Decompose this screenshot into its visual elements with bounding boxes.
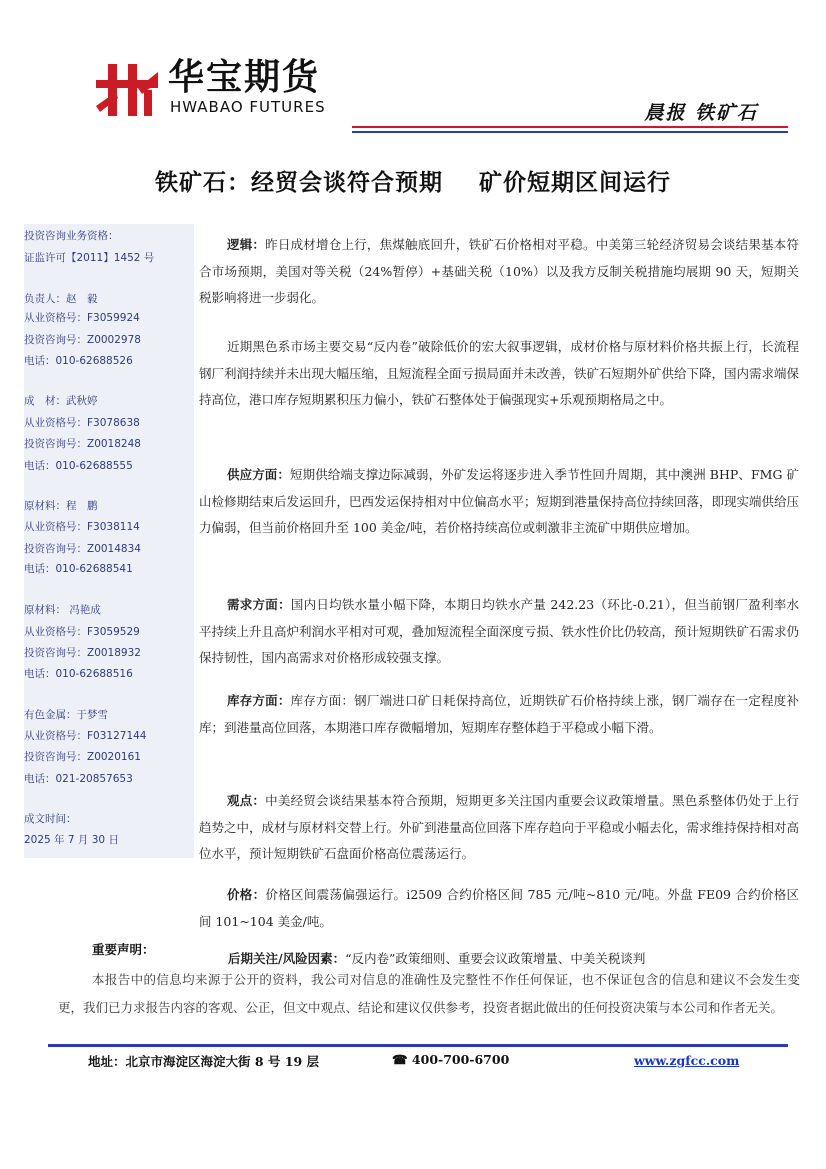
paragraph-text: 价格区间震荡偏强运行。i2509 合约价格区间 785 元/吨~810 元/吨。外盘 FE09 合约价格区间 101~104 美金/吨。 xyxy=(199,887,799,929)
analyst-practice-id: 从业资格号：F3059529 xyxy=(24,626,140,638)
disclaimer-text: 本报告中的信息均来源于公开的资料，我公司对信息的准确性及完整性不作任何保证，也不保证包含的信息和建议不会发生变更，我们已力求报告内容的客观、公正，但文中观点、结论和建议仅供参考，投资者据此做出的任何投资决策与本公司和作者无关。 xyxy=(58,972,800,1015)
paragraph-inventory xyxy=(199,688,799,741)
keyword-inventory: 库存方面： xyxy=(227,693,291,708)
logo-chinese-name: 华宝期货 xyxy=(168,57,321,98)
analyst-practice-id: 从业资格号：F3038114 xyxy=(24,521,140,533)
analyst-phone: 电话：010-62688555 xyxy=(24,460,133,472)
header-rule-blue xyxy=(352,131,788,133)
analyst-consult-id: 投资咨询号：Z0020161 xyxy=(24,751,141,763)
report-type-tag: 晨报 铁矿石 xyxy=(644,102,758,124)
analyst-practice-id: 从业资格号：F3078638 xyxy=(24,417,140,429)
logo-english-name: HWABAO FUTURES xyxy=(170,98,326,116)
paragraph-supply xyxy=(199,462,799,542)
risk-factors-text: “反内卷”政策细则、重要会议政策增量、中美关税谈判 xyxy=(345,951,646,966)
hwabao-logo-icon xyxy=(94,60,160,120)
paragraph-price xyxy=(199,882,799,935)
paragraph-text: 国内日均铁水量小幅下降，本期日均铁水产量 242.23（环比-0.21），但当前钢厂盈利率水平持续上升且高炉利润水平相对可观，叠加短流程全面深度亏损、铁水性价比仍较高，预计短期铁矿石需求仍保持韧性，国内高需求对价格形成较强支撑。 xyxy=(199,597,800,665)
analyst-phone: 电话：010-62688516 xyxy=(24,668,133,680)
paragraph-text: 昨日成材增仓上行，焦煤触底回升，铁矿石价格相对平稳。中美第三轮经济贸易会谈结果基本符合市场预期，美国对等关税（24%暂停）+基础关税（10%）以及我方反制关税措施均展期 90 天，短期关税影响将进一步弱化。 xyxy=(199,237,799,305)
header-rule-red xyxy=(352,126,788,128)
analyst-consult-id: 投资咨询号：Z0018248 xyxy=(24,438,141,450)
analyst-role: 负责人：赵 毅 xyxy=(24,293,98,305)
analyst-practice-id: 从业资格号：F3059924 xyxy=(24,312,140,324)
keyword-supply: 供应方面： xyxy=(227,467,290,482)
keyword-view: 观点： xyxy=(227,793,266,808)
analyst-phone: 电话：010-62688526 xyxy=(24,355,133,367)
analyst-consult-id: 投资咨询号：Z0014834 xyxy=(24,543,141,555)
paragraph-view xyxy=(199,788,799,868)
date-label: 成文时间： xyxy=(24,813,77,825)
analyst-sidebar xyxy=(24,224,194,858)
license-value: 证监许可【2011】1452 号 xyxy=(24,252,155,264)
footer-address: 地址：北京市海淀区海淀大街 8 号 19 层 xyxy=(88,1054,320,1069)
paragraph-text: 库存方面：钢厂端进口矿日耗保持高位，近期铁矿石价格持续上涨，钢厂端存在一定程度补库；到港量高位回落，本期港口库存微幅增加，短期库存整体趋于平稳或小幅下滑。 xyxy=(199,693,799,735)
paragraph-text: 中美经贸会谈结果基本符合预期，短期更多关注国内重要会议政策增量。黑色系整体仍处于上行趋势之中，成材与原材料交替上行。外矿到港量高位回落下库存趋向于平稳或小幅去化，需求维持保持相对高位水平，预计短期铁矿石盘面价格高位震荡运行。 xyxy=(199,793,800,861)
analyst-phone: 电话：021-20857653 xyxy=(24,773,133,785)
analyst-phone: 电话：010-62688541 xyxy=(24,563,133,575)
keyword-logic: 逻辑： xyxy=(227,237,266,252)
footer-phone: ☎ 400-700-6700 xyxy=(392,1052,510,1067)
paragraph-demand xyxy=(199,592,799,672)
risk-factors-line xyxy=(228,949,649,967)
analyst-consult-id: 投资咨询号：Z0002978 xyxy=(24,334,141,346)
analyst-consult-id: 投资咨询号：Z0018932 xyxy=(24,647,141,659)
analyst-role: 原材料：程 鹏 xyxy=(24,500,98,512)
footer-rule xyxy=(48,1044,788,1047)
keyword-demand: 需求方面： xyxy=(227,597,291,612)
license-label: 投资咨询业务资格： xyxy=(24,230,119,242)
paragraph-text: 短期供给端支撑边际减弱，外矿发运将逐步进入季节性回升周期，其中澳洲 BHP、FMG 矿山检修期结束后发运回升，巴西发运保持相对中位偏高水平；短期到港量保持高位持续回落，即现实端供给压力偏弱，但当前价格回升至 100 美金/吨，若价格持续高位或刺激非主流矿中期供应增加。 xyxy=(199,467,800,535)
keyword-price: 价格： xyxy=(227,887,266,902)
paragraph-context: 近期黑色系市场主要交易“反内卷”破除低价的宏大叙事逻辑，成材价格与原材料价格共振上行，长流程钢厂利润持续并未出现大幅压缩，且短流程全面亏损局面并未改善，铁矿石短期外矿供给下降，国内需求端保持高位，港口库存短期累积压力偏小，铁矿石整体处于偏强现实+乐观预期格局之中。 xyxy=(199,339,800,407)
analyst-role: 成 材：武秋婷 xyxy=(24,395,98,407)
date-value: 2025 年 7 月 30 日 xyxy=(24,834,119,846)
analyst-role: 原材料： 冯艳成 xyxy=(24,604,101,616)
footer-website-link[interactable]: www.zgfcc.com xyxy=(634,1053,740,1068)
analyst-role: 有色金属：于梦雪 xyxy=(24,709,108,721)
disclaimer-heading: 重要声明： xyxy=(92,942,155,957)
keyword-risk-factors: 后期关注/风险因素： xyxy=(228,951,346,966)
analyst-practice-id: 从业资格号：F03127144 xyxy=(24,730,147,742)
paragraph-logic xyxy=(199,232,799,312)
report-title: 铁矿石：经贸会谈符合预期 矿价短期区间运行 xyxy=(154,169,672,196)
